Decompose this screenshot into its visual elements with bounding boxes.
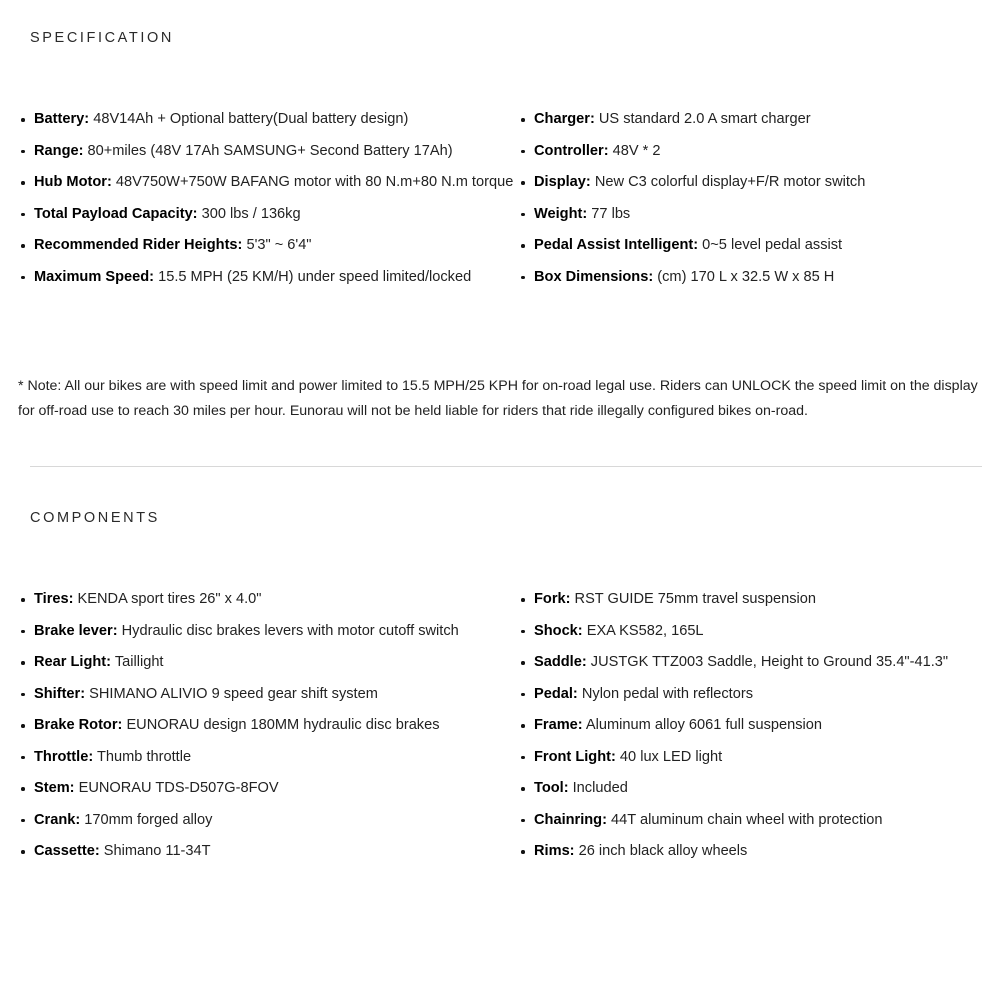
spec-item-value: 80+miles (48V 17Ah SAMSUNG+ Second Battery 17Ah) [83, 142, 453, 159]
component-item-label: Brake Rotor: [34, 717, 123, 733]
component-item [514, 622, 986, 641]
spec-item-value: 48V14Ah + Optional battery(Dual battery design) [89, 111, 409, 127]
component-item-label: Cassette: [34, 843, 100, 859]
section-divider [30, 466, 982, 467]
spec-item [514, 205, 986, 224]
spec-item [14, 205, 514, 224]
component-item-value: Taillight [111, 654, 164, 670]
component-item [14, 590, 514, 609]
components-grid [14, 590, 986, 874]
spec-item-label: Box Dimensions: [534, 268, 654, 285]
spec-item [514, 142, 986, 161]
component-item [514, 779, 986, 798]
component-item-label: Rims: [534, 843, 575, 859]
component-item-value: 40 lux LED light [615, 748, 723, 765]
spec-item-label: Pedal Assist Intelligent: [534, 237, 699, 253]
spec-item [14, 142, 514, 161]
component-item-value: KENDA sport tires 26" x 4.0" [73, 591, 262, 607]
speed-limit-note: * Note: All our bikes are with speed limit and power limited to 15.5 MPH/25 KPH for on-road legal use. Riders can UNLOCK the speed limit on the display for off-road use to reach 30 miles per hour. Eunorau will not be held liable for riders that ride illegally configured bikes on-road. [18, 378, 978, 419]
component-item [514, 842, 986, 861]
component-item [14, 779, 514, 798]
specification-grid [14, 110, 986, 299]
specification-heading: SPECIFICATION [30, 30, 174, 46]
component-item-label: Brake lever: [34, 622, 118, 639]
component-item [14, 842, 514, 861]
component-item-label: Stem: [34, 780, 75, 796]
spec-item [14, 268, 514, 287]
specification-left-column [14, 110, 514, 299]
spec-item-label: Hub Motor: [34, 174, 112, 190]
component-item-value: JUSTGK TTZ003 Saddle, Height to Ground 35.4"-41.3" [586, 654, 949, 670]
component-item-value: Thumb throttle [93, 748, 192, 765]
component-item-label: Tires: [34, 591, 74, 607]
component-item-label: Throttle: [34, 748, 94, 765]
spec-item-label: Controller: [534, 142, 609, 159]
components-heading: COMPONENTS [30, 510, 160, 526]
spec-item [14, 110, 514, 129]
component-item-value: 26 inch black alloy wheels [574, 843, 748, 859]
spec-item-label: Recommended Rider Heights: [34, 237, 243, 253]
spec-item-value: 77 lbs [587, 205, 631, 222]
component-item-value: Hydraulic disc brakes levers with motor cutoff switch [117, 622, 459, 639]
component-item-value: EXA KS582, 165L [582, 622, 704, 639]
components-left-column [14, 590, 514, 874]
component-item-value: 170mm forged alloy [80, 811, 213, 828]
component-item-label: Chainring: [534, 811, 607, 828]
component-item-value: 44T aluminum chain wheel with protection [606, 811, 883, 828]
spec-item [514, 110, 986, 129]
component-item-label: Front Light: [534, 748, 616, 765]
spec-item [514, 173, 986, 192]
component-item [14, 685, 514, 704]
component-item [514, 748, 986, 767]
component-item-value: Shimano 11-34T [99, 843, 211, 859]
spec-item-value: (cm) 170 L x 32.5 W x 85 H [653, 268, 835, 285]
component-item-value: Aluminum alloy 6061 full suspension [582, 717, 822, 733]
spec-item [514, 268, 986, 287]
component-item-label: Crank: [34, 811, 81, 828]
component-item-label: Frame: [534, 717, 583, 733]
component-item-value: EUNORAU design 180MM hydraulic disc brakes [122, 717, 440, 733]
component-item-label: Saddle: [534, 654, 587, 670]
spec-item-label: Battery: [34, 111, 90, 127]
component-item [14, 811, 514, 830]
component-item-label: Fork: [534, 591, 571, 607]
spec-item-label: Maximum Speed: [34, 268, 155, 285]
component-item-value: SHIMANO ALIVIO 9 speed gear shift system [85, 685, 378, 702]
component-item-label: Rear Light: [34, 654, 112, 670]
spec-item-label: Total Payload Capacity: [34, 205, 198, 222]
component-item-label: Tool: [534, 780, 569, 796]
spec-item-label: Weight: [534, 205, 588, 222]
component-item [514, 716, 986, 735]
component-item-label: Shock: [534, 622, 583, 639]
component-item-label: Pedal: [534, 685, 578, 702]
spec-item-value: New C3 colorful display+F/R motor switch [590, 174, 866, 190]
component-item-label: Shifter: [34, 685, 86, 702]
component-item [14, 622, 514, 641]
spec-item-value: 48V750W+750W BAFANG motor with 80 N.m+80 N.m torque [111, 174, 514, 190]
spec-item-label: Range: [34, 142, 84, 159]
spec-item-value: US standard 2.0 A smart charger [594, 111, 811, 127]
spec-item-label: Charger: [534, 111, 595, 127]
spec-item-label: Display: [534, 174, 591, 190]
spec-item-value: 5'3" ~ 6'4" [242, 237, 312, 253]
component-item-value: EUNORAU TDS-D507G-8FOV [74, 780, 279, 796]
spec-item-value: 300 lbs / 136kg [197, 205, 301, 222]
specification-right-column [514, 110, 986, 299]
spec-item [14, 236, 514, 255]
spec-item-value: 48V * 2 [608, 142, 661, 159]
components-right-column [514, 590, 986, 874]
component-item [514, 685, 986, 704]
component-item [514, 811, 986, 830]
component-item [514, 590, 986, 609]
component-item [14, 716, 514, 735]
spec-item [514, 236, 986, 255]
component-item-value: RST GUIDE 75mm travel suspension [570, 591, 816, 607]
spec-item-value: 15.5 MPH (25 KM/H) under speed limited/locked [154, 268, 472, 285]
spec-item [14, 173, 514, 192]
component-item [14, 748, 514, 767]
spec-item-value: 0~5 level pedal assist [698, 237, 843, 253]
component-item-value: Included [568, 780, 628, 796]
component-item [14, 653, 514, 672]
component-item [514, 653, 986, 672]
component-item-value: Nylon pedal with reflectors [577, 685, 754, 702]
